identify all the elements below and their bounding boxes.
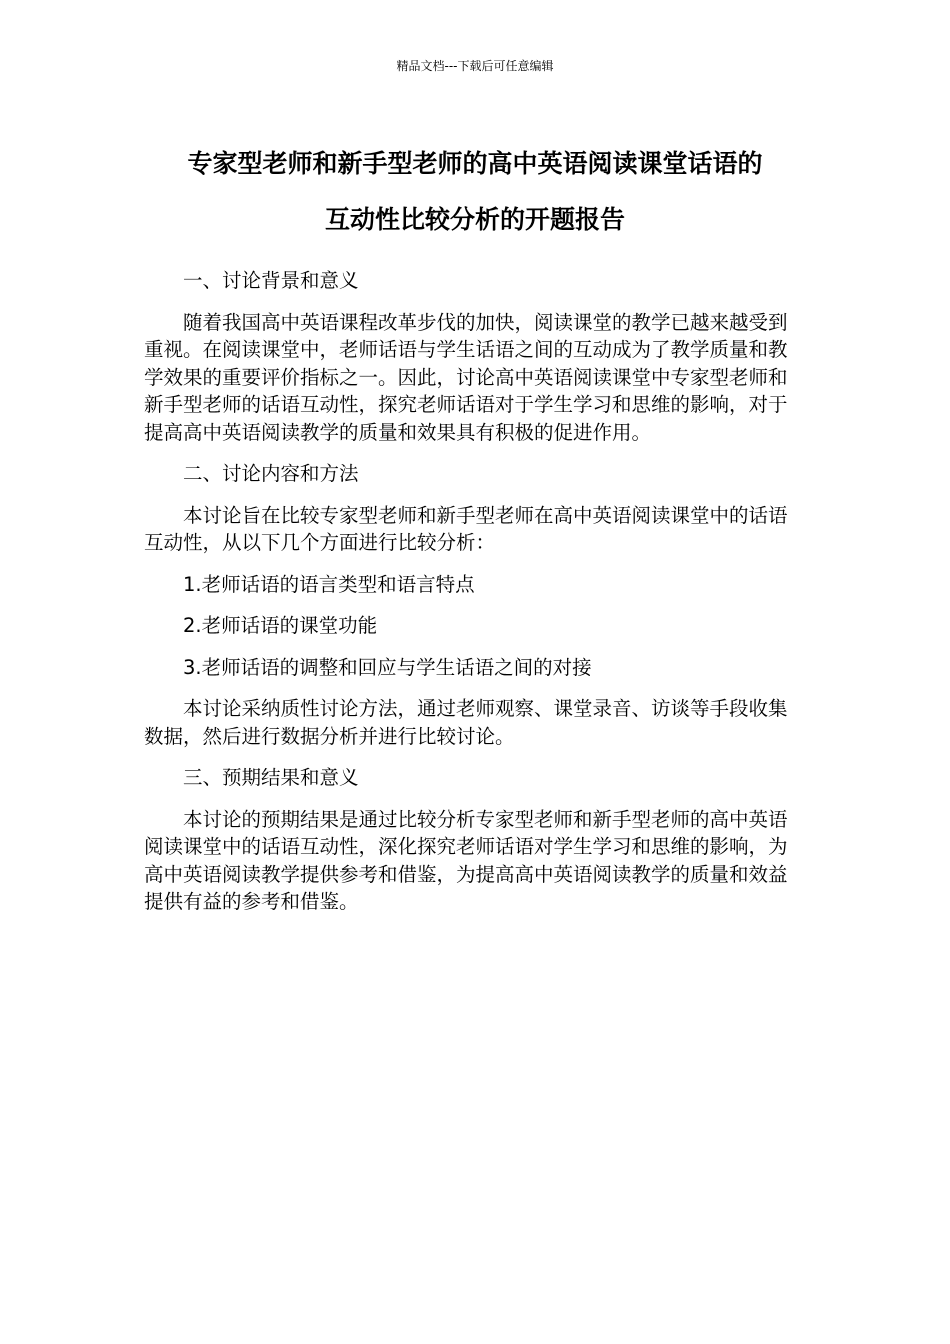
- list-item: 3.老师话语的调整和回应与学生话语之间的对接: [183, 655, 592, 679]
- paragraph-results: 本讨论的预期结果是通过比较分析专家型老师和新手型老师的高中英语阅读课堂中的话语互动性，深化探究老师话语对学生学习和思维的影响，为高中英语阅读教学提供参考和借鉴，为提高高中英语阅读教学的质量和效益提供有益的参考和借鉴。: [144, 807, 788, 913]
- list-item: 2.老师话语的课堂功能: [183, 614, 378, 637]
- section-heading-content: 二、讨论内容和方法: [183, 462, 359, 485]
- document-body: [144, 267, 794, 930]
- page-header: 精品文档---下载后可任意编辑: [396, 59, 554, 73]
- section-heading-results: 三、预期结果和意义: [183, 766, 359, 789]
- list-item: 1.老师话语的语言类型和语言特点: [183, 572, 475, 596]
- paragraph-method: 本讨论采纳质性讨论方法，通过老师观察、课堂录音、访谈等手段收集数据，然后进行数据分析并进行比较讨论。: [144, 697, 788, 748]
- section-heading-background: 一、讨论背景和意义: [183, 269, 359, 292]
- paragraph-background: 随着我国高中英语课程改革步伐的加快，阅读课堂的教学已越来越受到重视。在阅读课堂中，老师话语与学生话语之间的互动成为了教学质量和教学效果的重要评价指标之一。因此，讨论高中英语阅读课堂中专家型老师和新手型老师的话语互动性，探究老师话语对于学生学习和思维的影响，对于提高高中英语阅读教学的质量和效果具有积极的促进作用。: [144, 310, 788, 444]
- title-line-2: 互动性比较分析的开题报告: [324, 205, 625, 234]
- document-title: [110, 136, 840, 248]
- title-line-1: 专家型老师和新手型老师的高中英语阅读课堂话语的: [187, 149, 763, 178]
- paragraph-content: 本讨论旨在比较专家型老师和新手型老师在高中英语阅读课堂中的话语互动性，从以下几个方面进行比较分析：: [144, 503, 788, 554]
